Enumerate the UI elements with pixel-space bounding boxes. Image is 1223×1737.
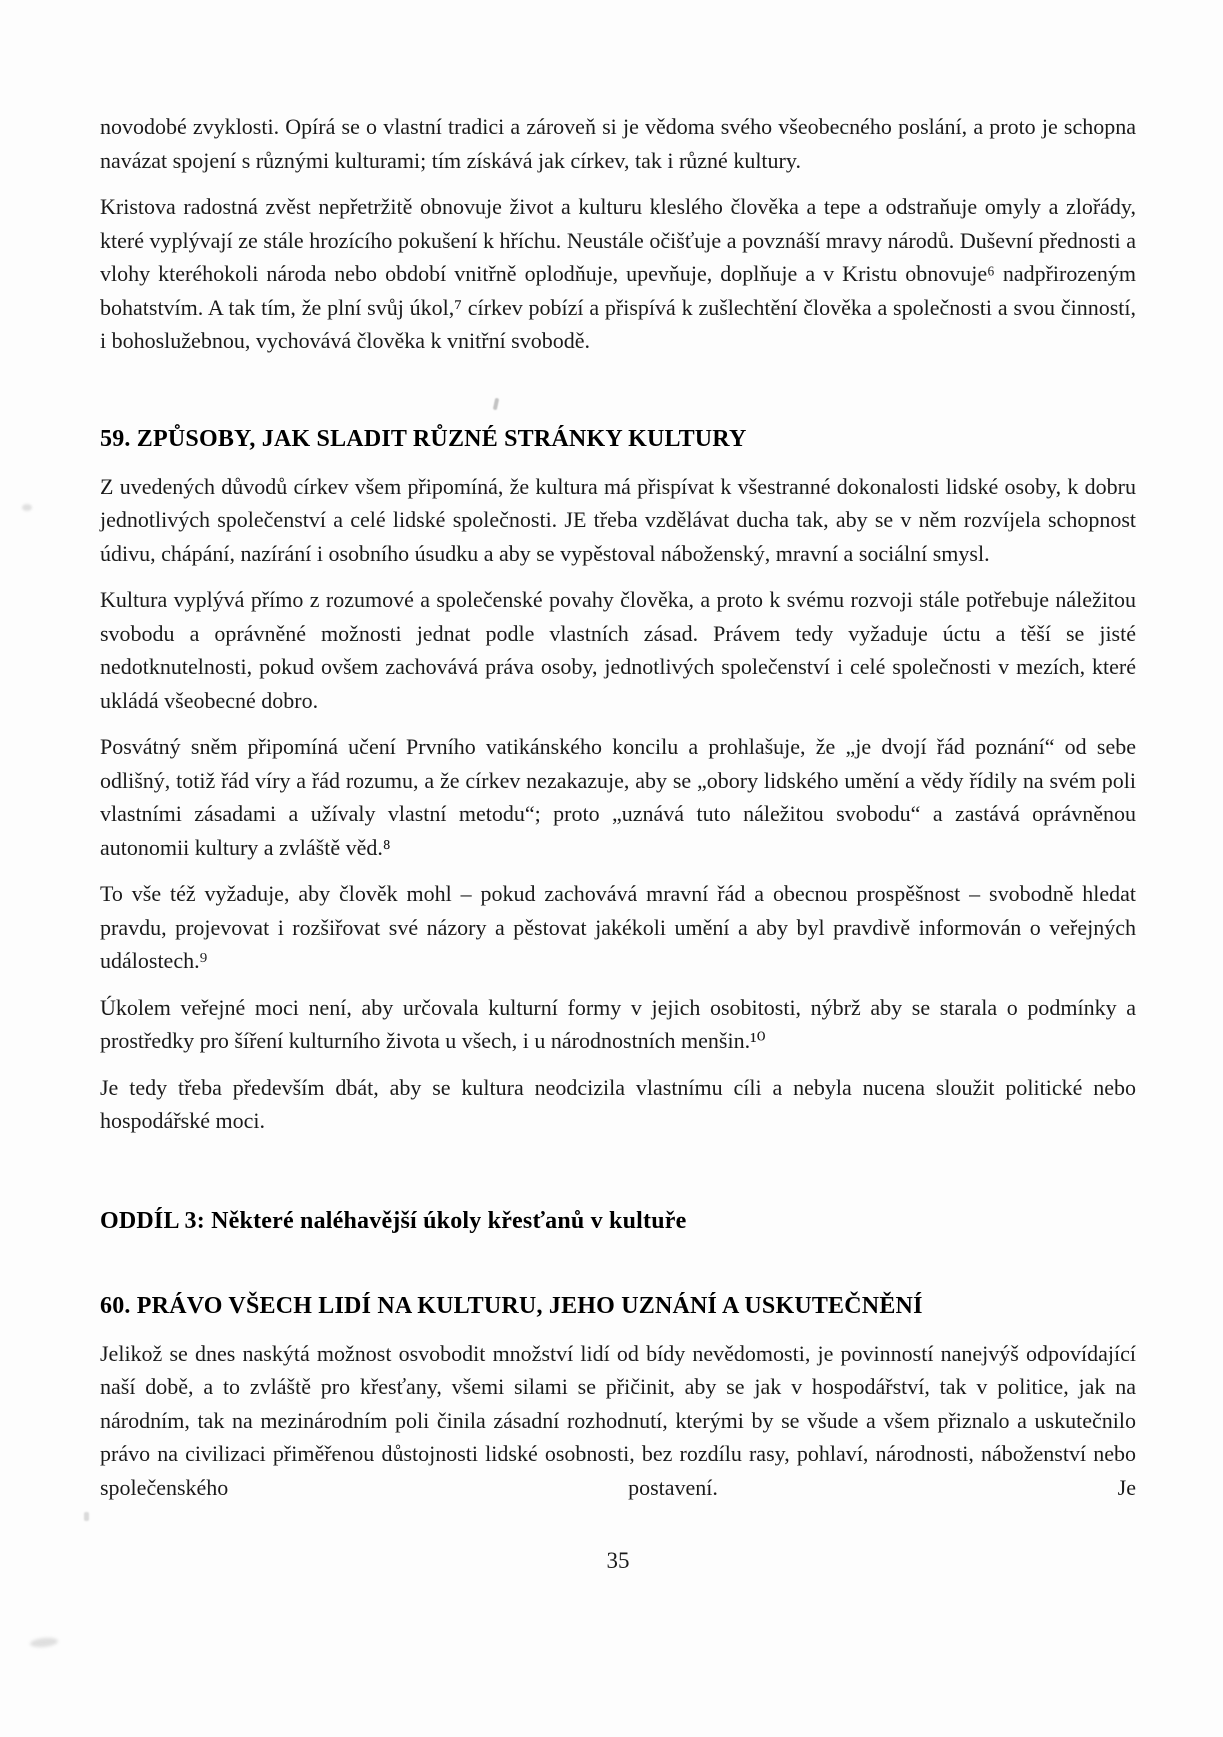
scan-speckle [30,1637,59,1649]
heading-60-pravo-vsech-lidi: 60. PRÁVO VŠECH LIDÍ NA KULTURU, JEHO UZNÁNÍ A USKUTEČNĚNÍ [100,1292,923,1319]
paragraph-z-uvedenych-duvodu: Z uvedených důvodů církev všem připomíná, že kultura má přispívat k všestranné dokonalosti lidské osoby, k dobru jednotlivých společenství a celé lidské společnosti. JE třeba vzdělávat ducha tak, aby se v něm rozvíjela schopnost údivu, chápání, nazírání i osobního úsudku a aby se vypěstoval náboženský, mravní a sociální smysl. [100,473,1136,566]
page-number: 35 [606,1548,630,1573]
scan-speckle [22,504,32,511]
paragraph-jelikoz-se-dnes: Jelikož se dnes naskýtá možnost osvobodit množství lidí od bídy nevědomosti, je povinností nanejvýš odpovídající naší době, a to zvláště pro křesťany, všemi silami se přičinit, aby se jak v hospodářství, tak v politice, jak na národním, tak na mezinárodním poli činila zásadní rozhodnutí, kterými by se všude a všem přiznalo a uskutečnilo právo na civilizaci přiměřenou důstojnosti lidské osobnosti, bez rozdílu rasy, pohlaví, národnosti, náboženství nebo společenského postavení. Je [100,1340,1136,1500]
heading-59-zpusoby-jak-sladit: 59. ZPŮSOBY, JAK SLADIT RŮZNÉ STRÁNKY KULTURY [100,425,747,452]
paragraph-kultura-vyplyva: Kultura vyplývá přímo z rozumové a společenské povahy člověka, a proto k svému rozvoji stále potřebuje náležitou svobodu a oprávněné možnosti jednat podle vlastních zásad. Právem tedy vyžaduje úctu a těší se jisté nedotknutelnosti, pokud ovšem zachovává práva osoby, jednotlivých společenství i celé společnosti v mezích, které ukládá všeobecné dobro. [100,587,1136,713]
heading-oddil-3: ODDÍL 3: Některé naléhavější úkoly křesťanů v kultuře [100,1207,687,1234]
scan-speckle [84,1512,89,1521]
paragraph-novodobe-zvyklosti: novodobé zvyklosti. Opírá se o vlastní tradici a zároveň si je vědoma svého všeobecného poslání, a proto je schopna navázat spojení s různými kulturami; tím získává jak církev, tak i různé kultury. [100,114,1136,173]
paragraph-posvatny-snem: Posvátný sněm připomíná učení Prvního vatikánského koncilu a prohlašuje, že „je dvojí řád poznání“ od sebe odlišný, totiž řád víry a řád rozumu, a že církev nezakazuje, aby se „obory lidského umění a vědy řídily na svém poli vlastními zásadami a užívaly vlastní metodu“; proto „uznává tuto náležitou svobodu“ a zastává oprávněnou autonomii kultury a zvláště věd.⁸ [100,734,1136,860]
paragraph-ukolem-verejne-moci: Úkolem veřejné moci není, aby určovala kulturní formy v jejich osobitosti, nýbrž aby se starala o podmínky a prostředky pro šíření kulturního života u všech, i u národnostních menšin.¹⁰ [100,994,1136,1053]
paragraph-kristova-radostna-zvest: Kristova radostná zvěst nepřetržitě obnovuje život a kulturu kleslého člověka a tepe a odstraňuje omyly a zlořády, které vyplývají ze stále hrozícího pokušení k hříchu. Neustále očišťuje a povznáší mravy národů. Duševní přednosti a vlohy kteréhokoli národa nebo období vnitřně oplodňuje, upevňuje, doplňuje a v Kristu obnovuje⁶ nadpřirozeným bohatstvím. A tak tím, že plní svůj úkol,⁷ církev pobízí a přispívá k zušlechtění člověka a společnosti a svou činností, i bohoslužebnou, vychovává člověka k vnitřní svobodě. [100,194,1136,353]
paragraph-je-tedy-treba: Je tedy třeba především dbát, aby se kultura neodcizila vlastnímu cíli a nebyla nucena sloužit politické nebo hospodářské moci. [100,1074,1136,1133]
scanned-document-page [100,110,1136,1578]
paragraph-to-vse-tez-vyzaduje: To vše též vyžaduje, aby člověk mohl – pokud zachovává mravní řád a obecnou prospěšnost – svobodně hledat pravdu, projevovat i rozšiřovat své názory a pěstovat jakékoli umění a aby byl pravdivě informován o veřejných událostech.⁹ [100,881,1136,973]
